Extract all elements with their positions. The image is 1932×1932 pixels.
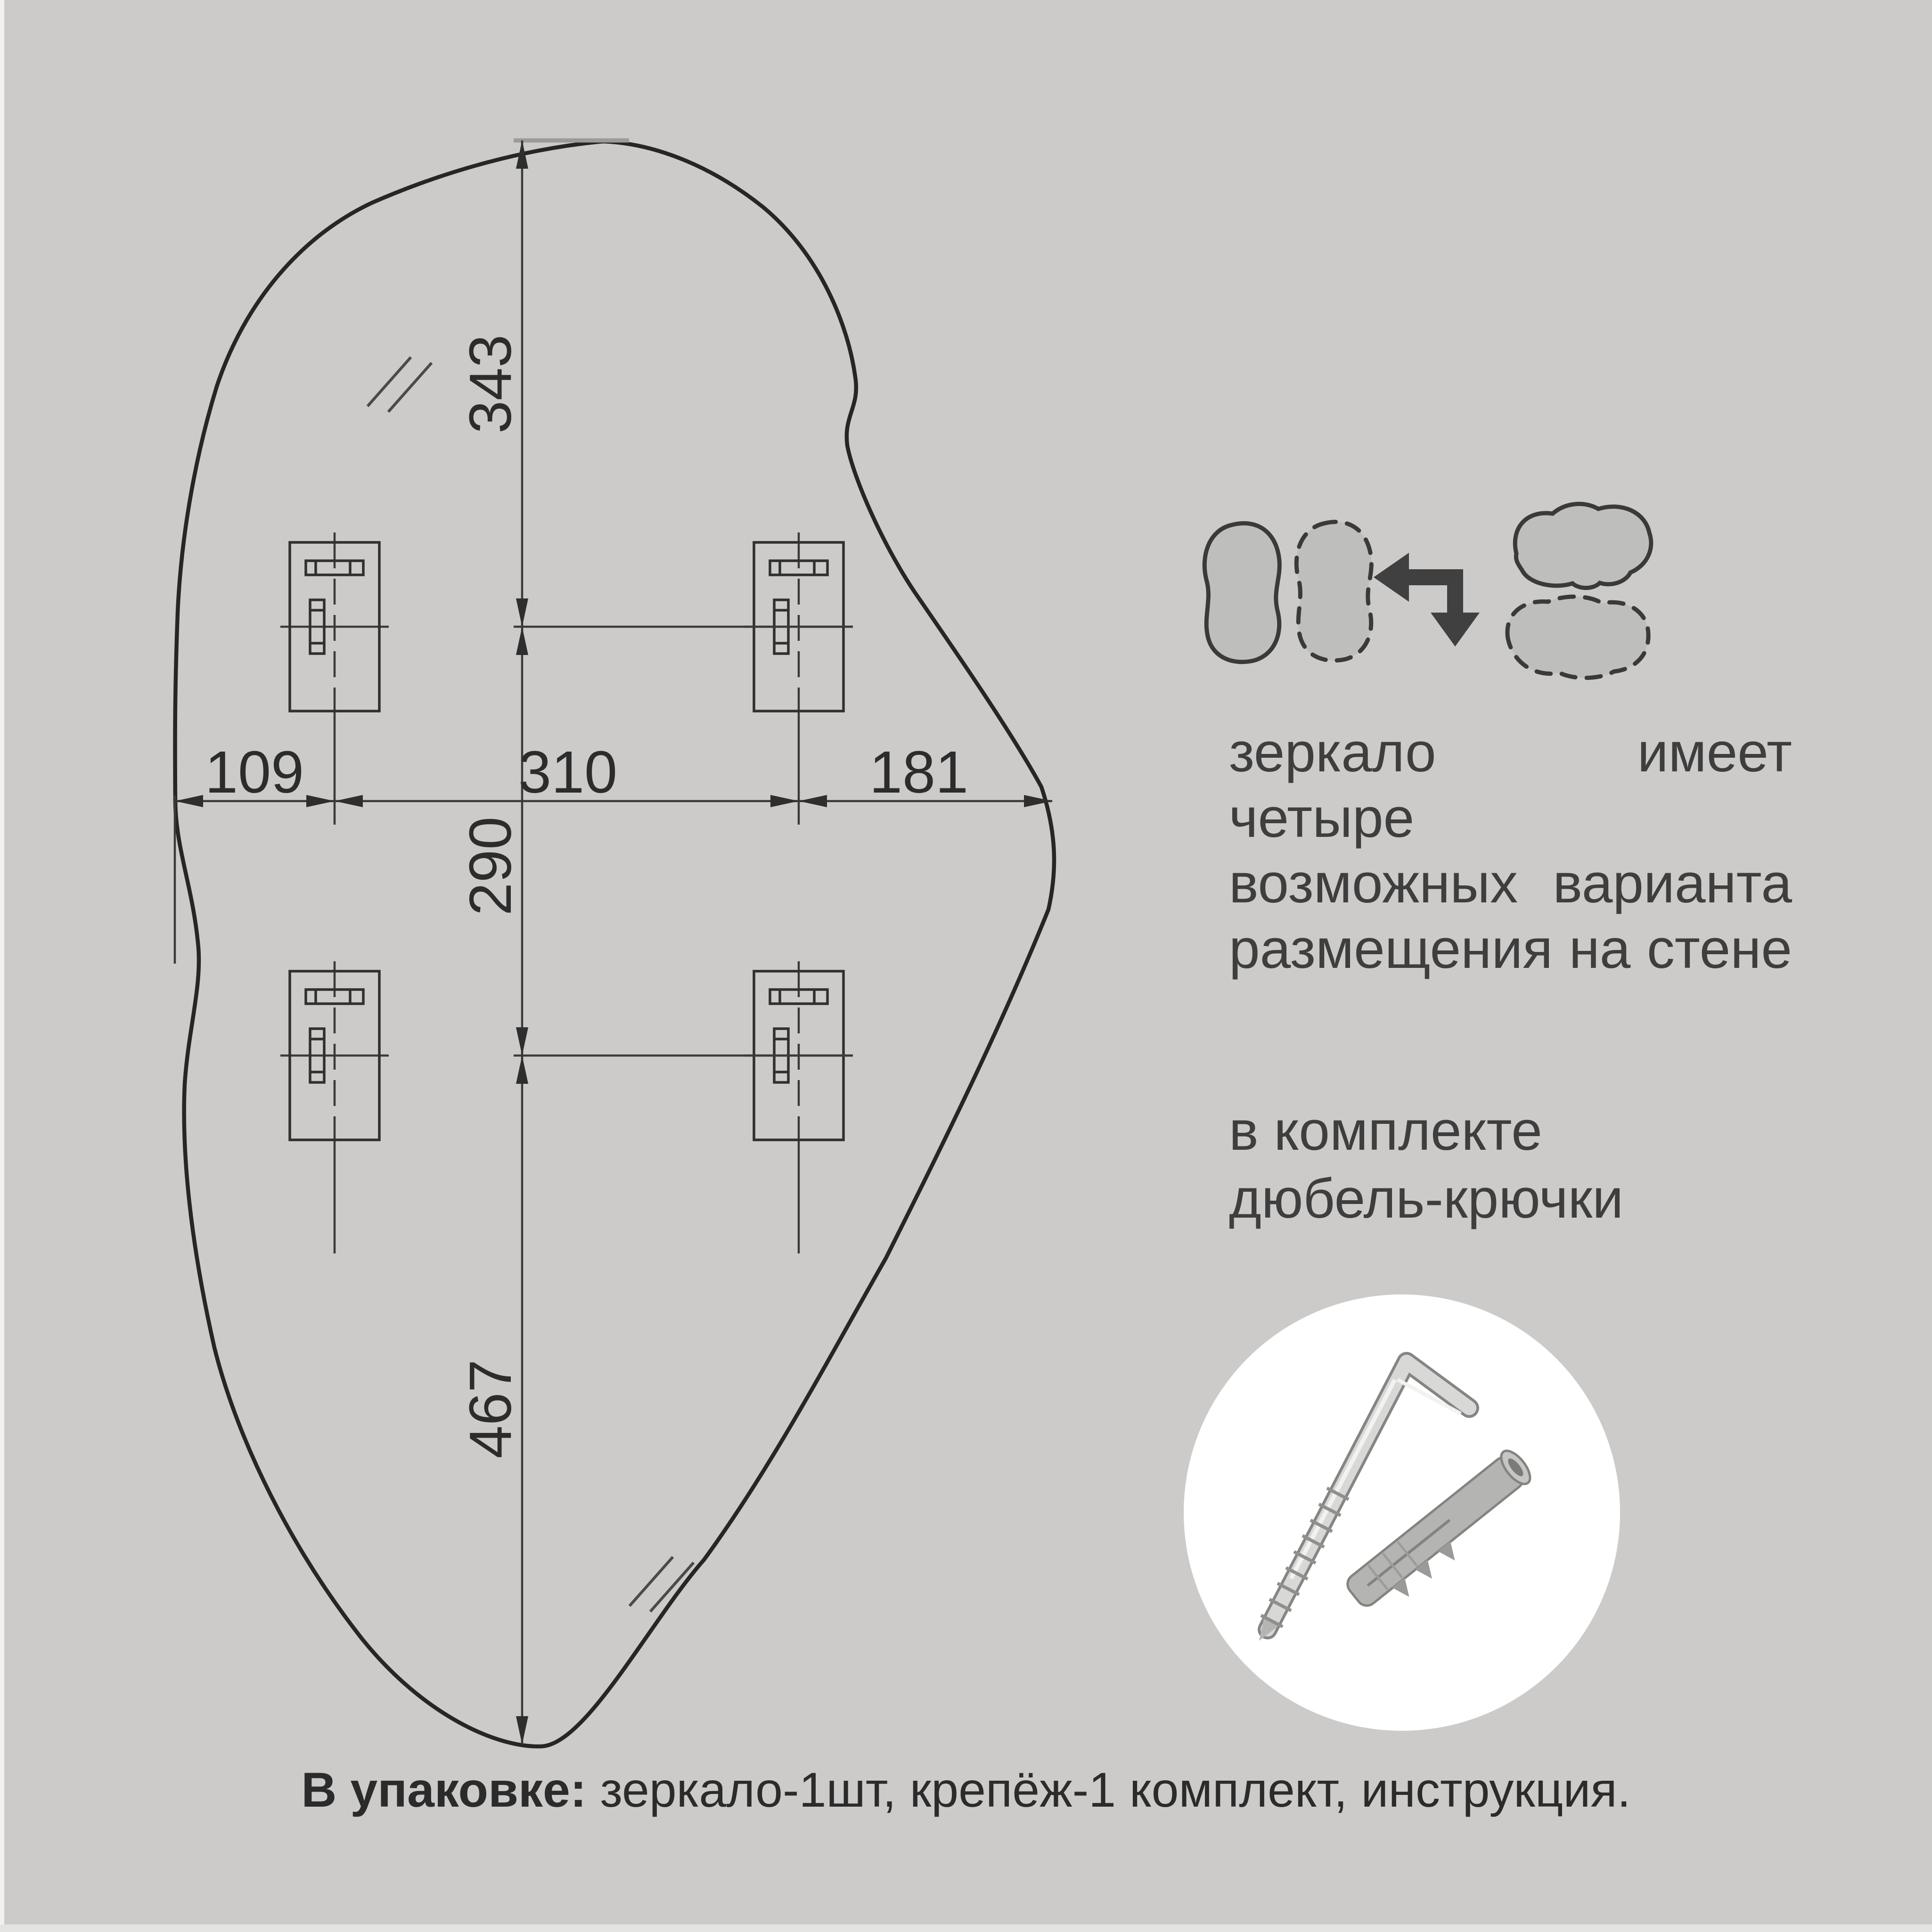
kit-note-line1: в комплекте: [1229, 1100, 1542, 1162]
kit-note: [1229, 1097, 1623, 1233]
dim-label-290: 290: [457, 816, 524, 916]
package-contents-text: зеркало-1шт, крепёж-1 комплект, инструкция.: [586, 1763, 1631, 1817]
rotate-arrow-icon: [1374, 553, 1480, 647]
package-contents-caption: [0, 1762, 1932, 1818]
row-centerlines: [514, 627, 853, 1056]
package-contents-label: В упаковке:: [301, 1763, 587, 1817]
mounting-bracket-top-right: [745, 532, 853, 825]
blob-portrait-dashed-icon: [1296, 522, 1371, 660]
orientation-note-line1: зеркало имеет четыре: [1229, 721, 1792, 849]
dim-label-109: 109: [205, 738, 304, 805]
mounting-bracket-bottom-right: [745, 961, 853, 1253]
dim-label-181: 181: [869, 738, 969, 805]
orientation-note: [1229, 720, 1792, 982]
dim-label-467: 467: [457, 1359, 524, 1459]
mounting-bracket-bottom-left: [280, 961, 389, 1253]
orientation-note-line2: возможных варианта: [1229, 852, 1792, 915]
dim-label-343: 343: [457, 334, 524, 434]
mirror-outline: [175, 141, 1054, 1746]
blob-landscape-solid-icon: [1515, 504, 1651, 588]
blob-portrait-solid-icon: [1204, 523, 1279, 662]
blob-landscape-dashed-icon: [1507, 597, 1648, 678]
kit-note-line2: дюбель-крючки: [1229, 1168, 1624, 1230]
glass-mark-top: [368, 357, 432, 412]
dimension-arrows: [175, 140, 1052, 1744]
orientation-note-line3: размещения на стене: [1229, 918, 1792, 980]
dim-label-310: 310: [518, 738, 618, 805]
